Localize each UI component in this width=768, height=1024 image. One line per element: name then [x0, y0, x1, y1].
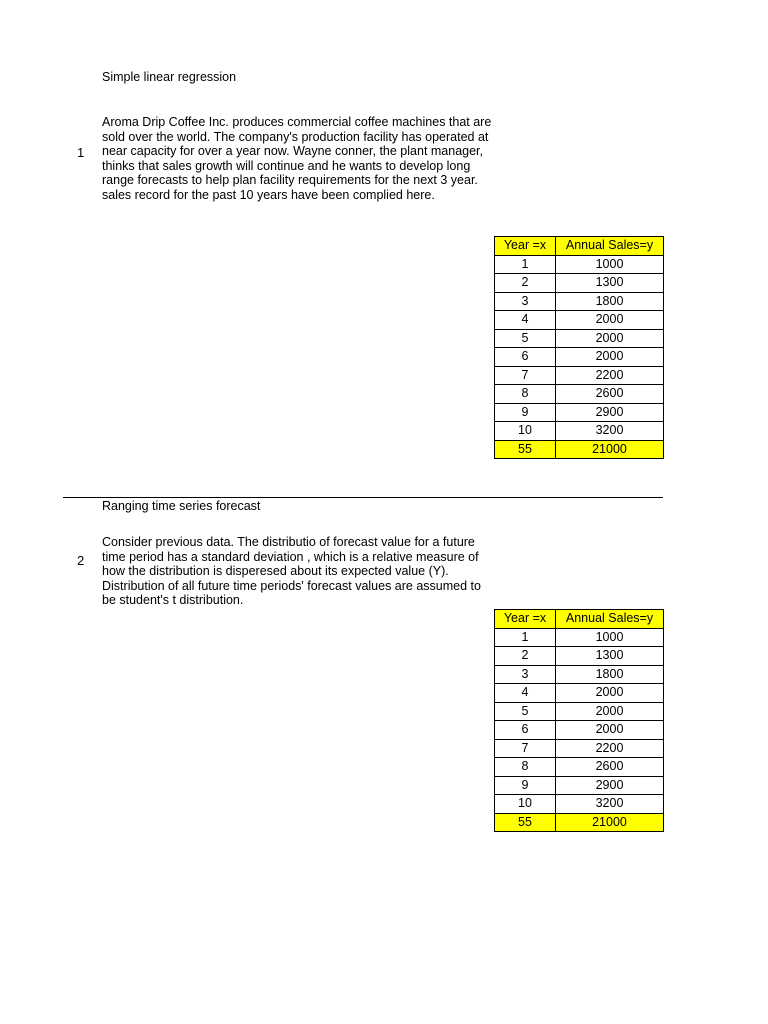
- sales-cell: 2900: [556, 776, 664, 795]
- sales-cell: 2000: [556, 702, 664, 721]
- year-cell: 3: [495, 665, 556, 684]
- table-row: [495, 255, 664, 274]
- sales-cell: 2900: [556, 403, 664, 422]
- year-cell: 2: [495, 647, 556, 666]
- year-cell: 8: [495, 385, 556, 404]
- sales-cell: 1300: [556, 274, 664, 293]
- sales-cell: 1000: [556, 255, 664, 274]
- table-row: [495, 422, 664, 441]
- header-sales: Annual Sales=y: [556, 610, 664, 629]
- year-cell: 10: [495, 795, 556, 814]
- year-cell: 4: [495, 311, 556, 330]
- sales-cell: 2600: [556, 385, 664, 404]
- sales-cell: 1300: [556, 647, 664, 666]
- sales-cell: 2600: [556, 758, 664, 777]
- year-cell: 1: [495, 628, 556, 647]
- section-1-number: 1: [77, 145, 85, 160]
- sales-total-cell: 21000: [556, 440, 664, 459]
- section-2-number: 2: [77, 553, 85, 568]
- year-cell: 3: [495, 292, 556, 311]
- table-row: [495, 795, 664, 814]
- year-cell: 6: [495, 721, 556, 740]
- section-divider: [63, 497, 663, 498]
- sales-table-1: [494, 236, 664, 459]
- table-row: [495, 366, 664, 385]
- sales-cell: 2200: [556, 366, 664, 385]
- sales-cell: 2000: [556, 721, 664, 740]
- year-cell: 8: [495, 758, 556, 777]
- table-row: [495, 739, 664, 758]
- section-2-paragraph: Consider previous data. The distributio of forecast value for a future time period has a standard deviation , which is a relative measure of how the distribution is disperesed about its expected value (Y). Distribution of all future time periods' forecast values are assumed to be student's t distribution.: [102, 535, 481, 608]
- section-1-title: Simple linear regression: [102, 70, 237, 84]
- table-row: [495, 274, 664, 293]
- table-row: [495, 329, 664, 348]
- table-header-row: [495, 237, 664, 256]
- table-total-row: [495, 813, 664, 832]
- year-cell: 9: [495, 776, 556, 795]
- table-row: [495, 311, 664, 330]
- year-cell: 5: [495, 329, 556, 348]
- sales-cell: 2200: [556, 739, 664, 758]
- section-2-title: Ranging time series forecast: [102, 499, 261, 513]
- table-header-row: [495, 610, 664, 629]
- sales-table-2: [494, 609, 664, 832]
- sales-cell: 2000: [556, 329, 664, 348]
- table-row: [495, 647, 664, 666]
- table-row: [495, 403, 664, 422]
- year-cell: 6: [495, 348, 556, 367]
- year-total-cell: 55: [495, 440, 556, 459]
- year-cell: 7: [495, 366, 556, 385]
- table-row: [495, 721, 664, 740]
- sales-cell: 1800: [556, 292, 664, 311]
- sales-cell: 1800: [556, 665, 664, 684]
- sales-cell: 3200: [556, 422, 664, 441]
- table-row: [495, 776, 664, 795]
- year-cell: 5: [495, 702, 556, 721]
- year-cell: 9: [495, 403, 556, 422]
- year-cell: 4: [495, 684, 556, 703]
- header-sales: Annual Sales=y: [556, 237, 664, 256]
- year-cell: 2: [495, 274, 556, 293]
- table-row: [495, 348, 664, 367]
- table-row: [495, 684, 664, 703]
- sales-cell: 2000: [556, 311, 664, 330]
- sales-cell: 2000: [556, 684, 664, 703]
- section-1-paragraph: Aroma Drip Coffee Inc. produces commercial coffee machines that are sold over the world. The company's production facility has operated at near capacity for over a year now. Wayne conner, the plant manager, thinks that sales growth will continue and he wants to develop long range forecasts to help plan facility requirements for the next 3 year. sales record for the past 10 years have been complied here.: [102, 115, 492, 202]
- table-row: [495, 665, 664, 684]
- sales-total-cell: 21000: [556, 813, 664, 832]
- year-total-cell: 55: [495, 813, 556, 832]
- sales-cell: 1000: [556, 628, 664, 647]
- sales-cell: 2000: [556, 348, 664, 367]
- table-total-row: [495, 440, 664, 459]
- header-year: Year =x: [495, 237, 556, 256]
- sales-cell: 3200: [556, 795, 664, 814]
- table-row: [495, 292, 664, 311]
- header-year: Year =x: [495, 610, 556, 629]
- table-row: [495, 702, 664, 721]
- table-row: [495, 758, 664, 777]
- year-cell: 10: [495, 422, 556, 441]
- table-row: [495, 628, 664, 647]
- year-cell: 1: [495, 255, 556, 274]
- table-row: [495, 385, 664, 404]
- year-cell: 7: [495, 739, 556, 758]
